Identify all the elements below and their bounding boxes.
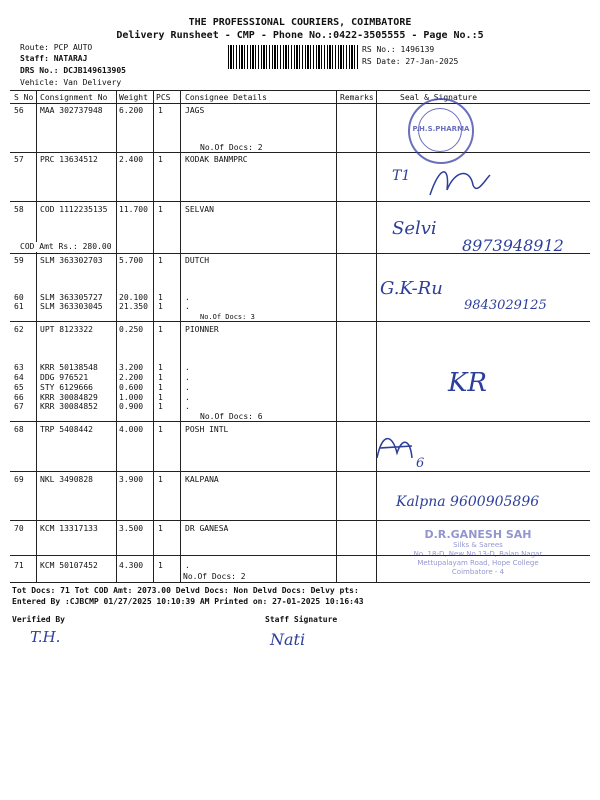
route: Route: PCP AUTO [20, 43, 93, 52]
handwritten-signature: G.K-Ru [380, 278, 443, 299]
totals-line: Tot Docs: 71 Tot COD Amt: 2073.00 Delvd Docs: Non Delvd Docs: Delvy pts: [12, 586, 359, 595]
verified-signature: T.H. [30, 628, 61, 646]
entered-by-line: Entered By :CJBCMP 01/27/2025 10:10:39 AM Printed on: 27-01-2025 10:16:43 [12, 597, 364, 606]
barcode [228, 45, 358, 69]
round-seal-text: P.H.S.PHARMA [412, 125, 470, 133]
handwritten-signature: 6 [416, 456, 425, 471]
rs-date: RS Date: 27-Jan-2025 [362, 57, 459, 66]
col-sno: S No [14, 93, 34, 102]
table-bottom-border [10, 582, 590, 583]
rs-number: RS No.: 1496139 [362, 45, 435, 54]
col-seal: Seal & Signature [400, 93, 478, 102]
shop-stamp-name: D.R.GANESH SAH [424, 528, 532, 541]
table-top-border [10, 90, 590, 91]
handwritten-signature: KR [448, 368, 487, 398]
table-header-border [10, 103, 590, 104]
col-weight: Weight [119, 93, 148, 102]
handwritten-signature: T1 [392, 168, 411, 184]
cod-amount: COD Amt Rs.: 280.00 [20, 242, 112, 251]
company-name: THE PROFESSIONAL COURIERS, COIMBATORE [188, 17, 412, 28]
runsheet-title: Delivery Runsheet - CMP - Phone No.:0422-3505555 - Page No.:5 [116, 30, 484, 41]
scribble-signature-57 [425, 160, 495, 200]
scribble-signature-68 [372, 428, 417, 468]
drs-number: DRS No.: DCJB149613905 [20, 66, 126, 75]
verified-by-label: Verified By [12, 615, 65, 624]
col-consignee: Consignee Details [185, 93, 267, 102]
staff: Staff: NATARAJ [20, 54, 88, 63]
vehicle: Vehicle: Van Delivery [20, 78, 122, 87]
col-pcs: PCS [156, 93, 171, 102]
round-seal-stamp [408, 98, 474, 164]
handwritten-phone: 8973948912 [462, 236, 564, 255]
col-remarks: Remarks [340, 93, 374, 102]
staff-signature-label: Staff Signature [265, 615, 338, 624]
col-consignment: Consignment No [40, 93, 108, 102]
staff-signature: Nati [270, 630, 306, 649]
handwritten-signature: Selvi [392, 218, 437, 239]
handwritten-phone: 9843029125 [464, 298, 547, 313]
handwritten-signature: Kalpna 9600905896 [396, 494, 540, 510]
shop-stamp: D.R.GANESH SAH Silks & Sarees No. 18-D, New No.13-D, Balan Nagar Mettupalayam Road, Hope College Coimbatore - 4 [398, 528, 558, 577]
